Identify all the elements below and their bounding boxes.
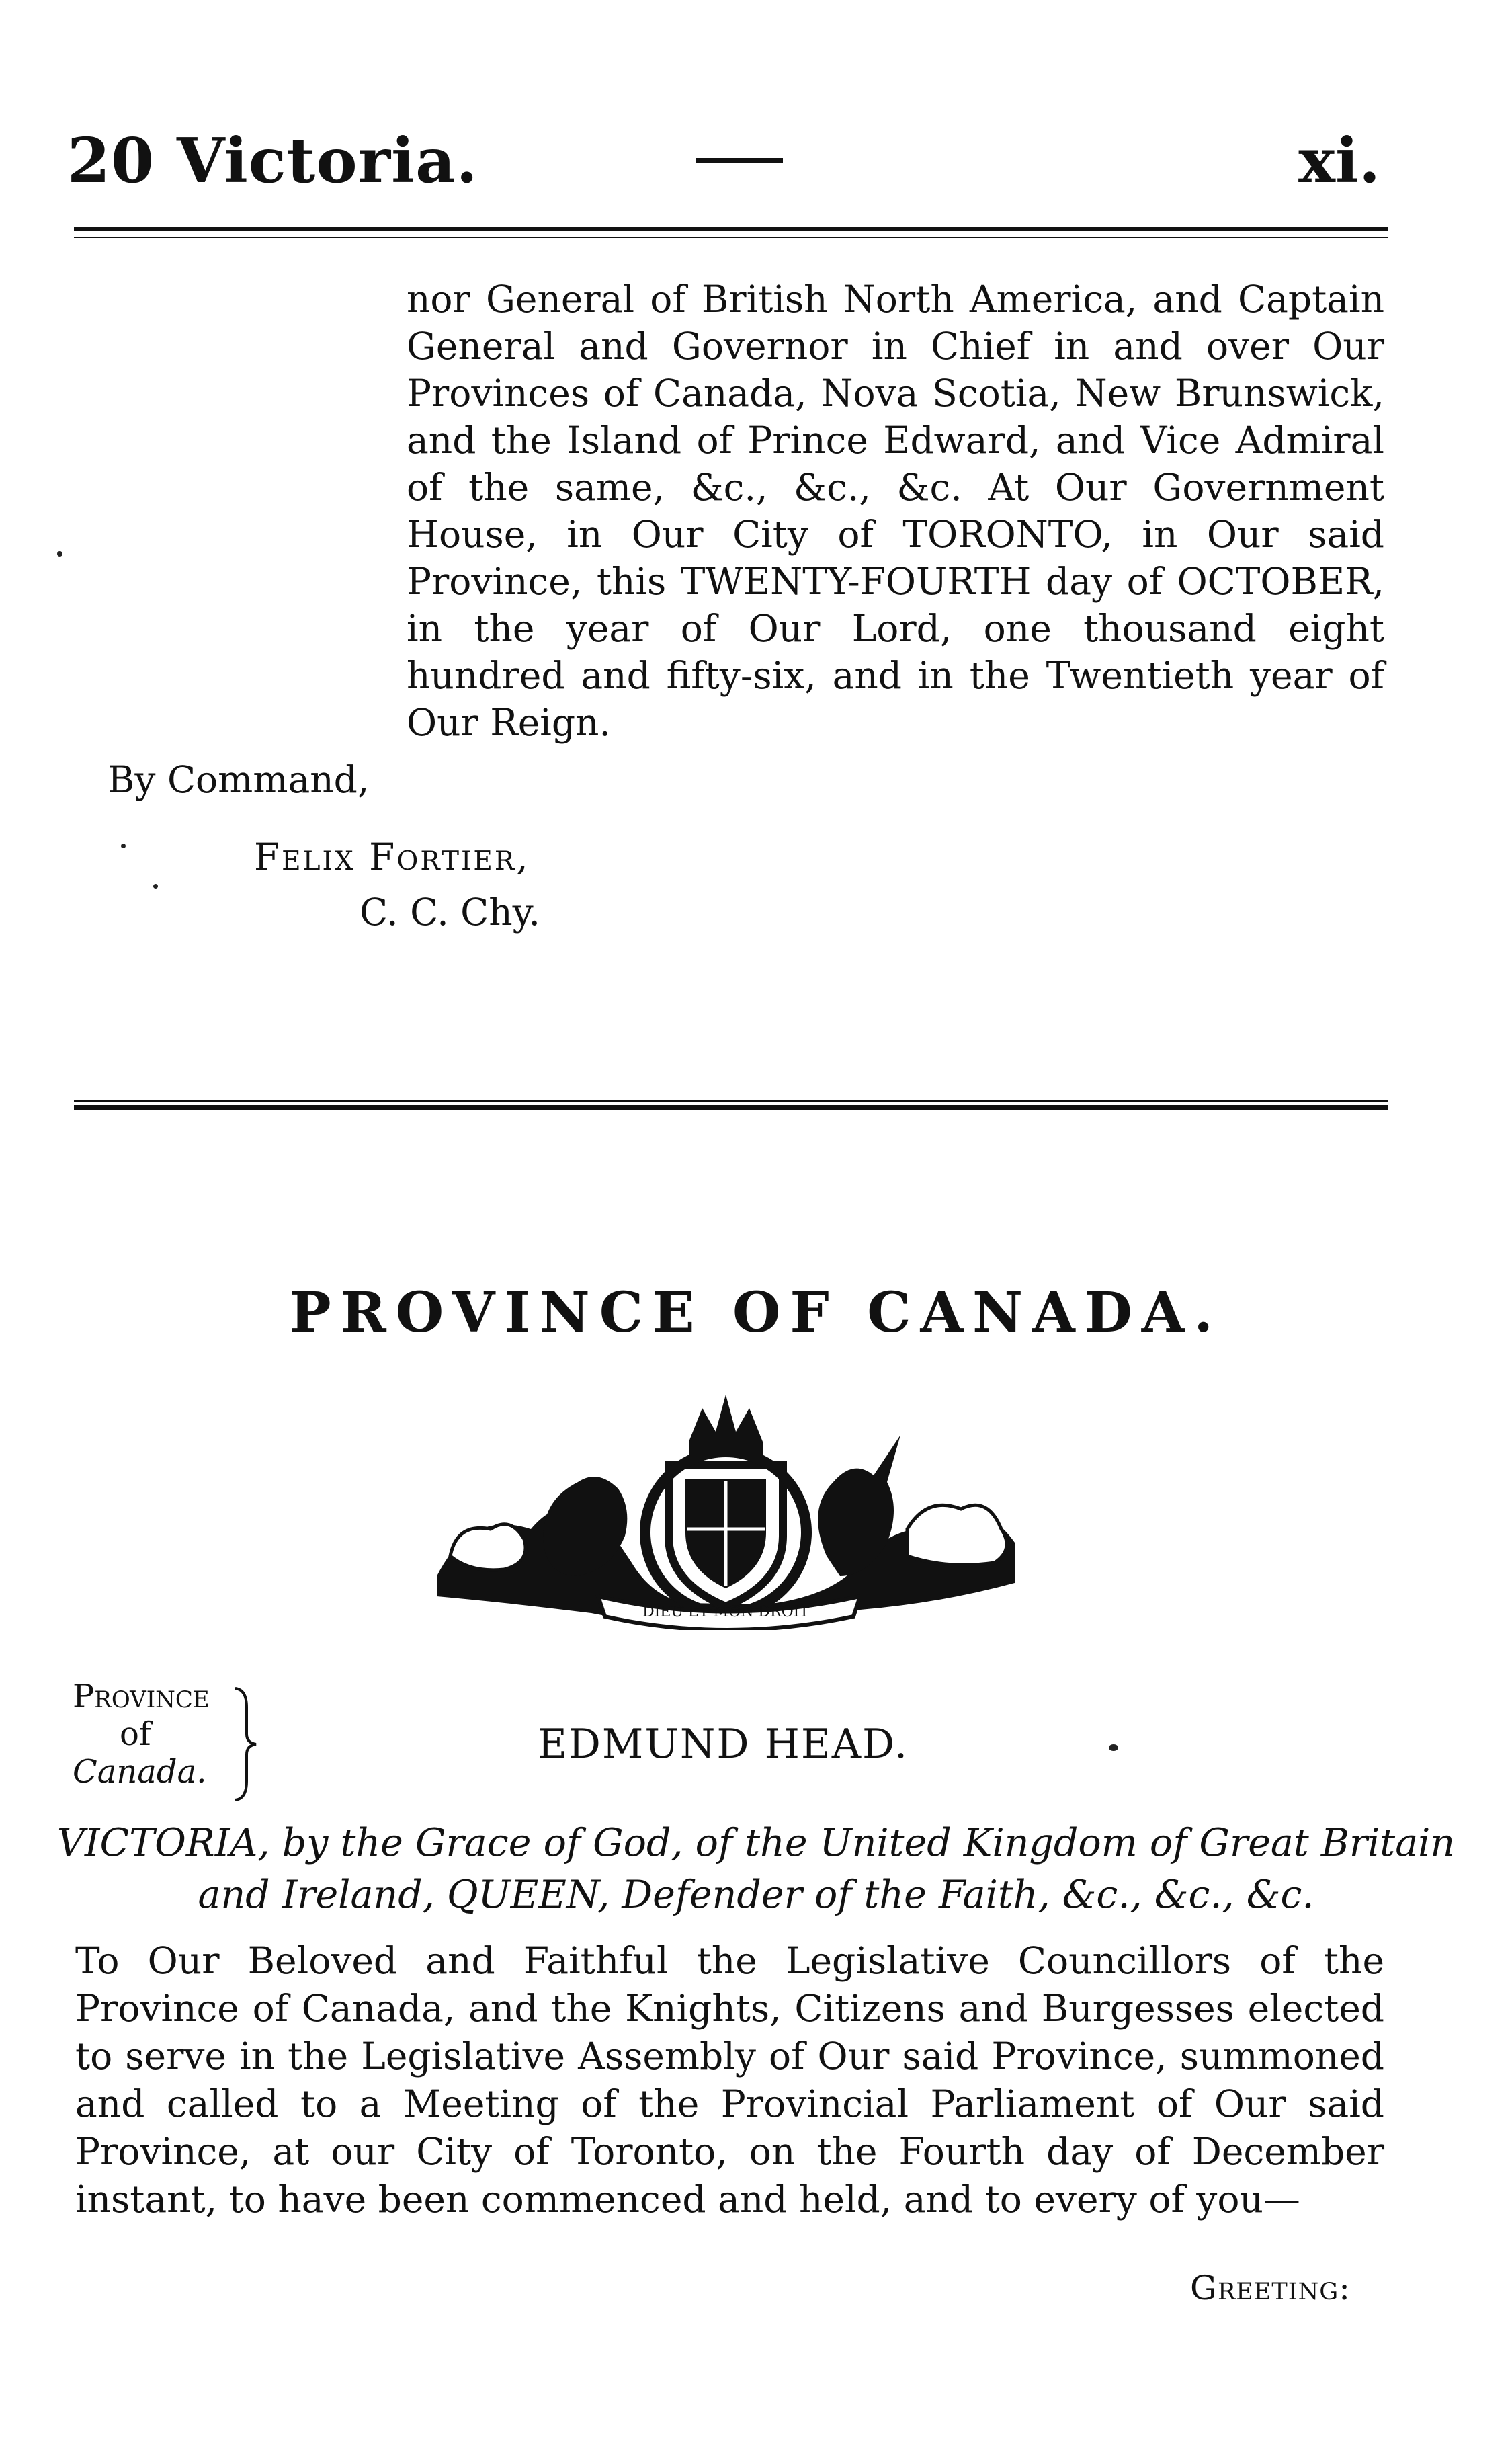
royal-coat-of-arms xyxy=(430,1395,1021,1630)
header-rule-thick xyxy=(74,227,1388,231)
print-speck xyxy=(1109,1744,1118,1751)
page-number: xi. xyxy=(1298,124,1380,197)
page-header-left: 20 Victoria. xyxy=(67,124,478,197)
side-note-line2: of xyxy=(120,1715,151,1753)
side-note-line3: Canada. xyxy=(73,1753,207,1791)
header-dash xyxy=(696,158,783,163)
section-rule-thin xyxy=(74,1100,1388,1102)
header-rule-thin xyxy=(74,237,1388,238)
royal-style-line1: VICTORIA, by the Grace of God, of the United Kingdom of Great Britain xyxy=(56,1821,1456,1865)
address-paragraph: To Our Beloved and Faithful the Legislative Councillors of the Province of Canada, and the Knights, Citizens and Burgesses elected to serve in the Legislative Assembly of Our said Province, summoned and called to a Meeting of the Provincial Parliament of Our said Province, at our City of Toronto, on the Fourth day of December instant, to have been commenced and held, and to every of you— xyxy=(75,1939,1384,2221)
greeting: Greeting: xyxy=(1190,2268,1351,2307)
coat-motto: DIEU ET MON DROIT xyxy=(642,1604,810,1621)
side-note-brace xyxy=(232,1687,259,1801)
by-command: By Command, xyxy=(108,758,370,801)
proclamation-paragraph: nor General of British North America, and Captain General and Governor in Chief in and over Our Provinces of Canada, Nova Scotia, New Brunswick, and the Island of Prince Edward, and Vice Admiral of the same, &c., &c., &c. At Our Government House, in Our City of TORONTO, in Our said Province, this TWENTY-FOURTH day of OCTOBER, in the year of Our Lord, one thousand eight hundred and fifty-six, and in the Twentieth year of Our Reign. xyxy=(407,278,1384,744)
side-note-line1: Province xyxy=(73,1678,210,1715)
print-speck xyxy=(121,844,126,848)
signatory-name: EDMUND HEAD. xyxy=(538,1721,909,1768)
print-speck xyxy=(57,551,62,557)
section-rule-thick xyxy=(74,1105,1388,1110)
royal-style-line2: and Ireland, QUEEN, Defender of the Faith, &c., &c., &c. xyxy=(198,1873,1314,1917)
signer-name: Felix Fortier, xyxy=(254,835,530,878)
signer-title: C. C. Chy. xyxy=(360,891,540,934)
section-title: PROVINCE OF CANADA. xyxy=(290,1280,1222,1345)
print-speck xyxy=(153,884,158,889)
